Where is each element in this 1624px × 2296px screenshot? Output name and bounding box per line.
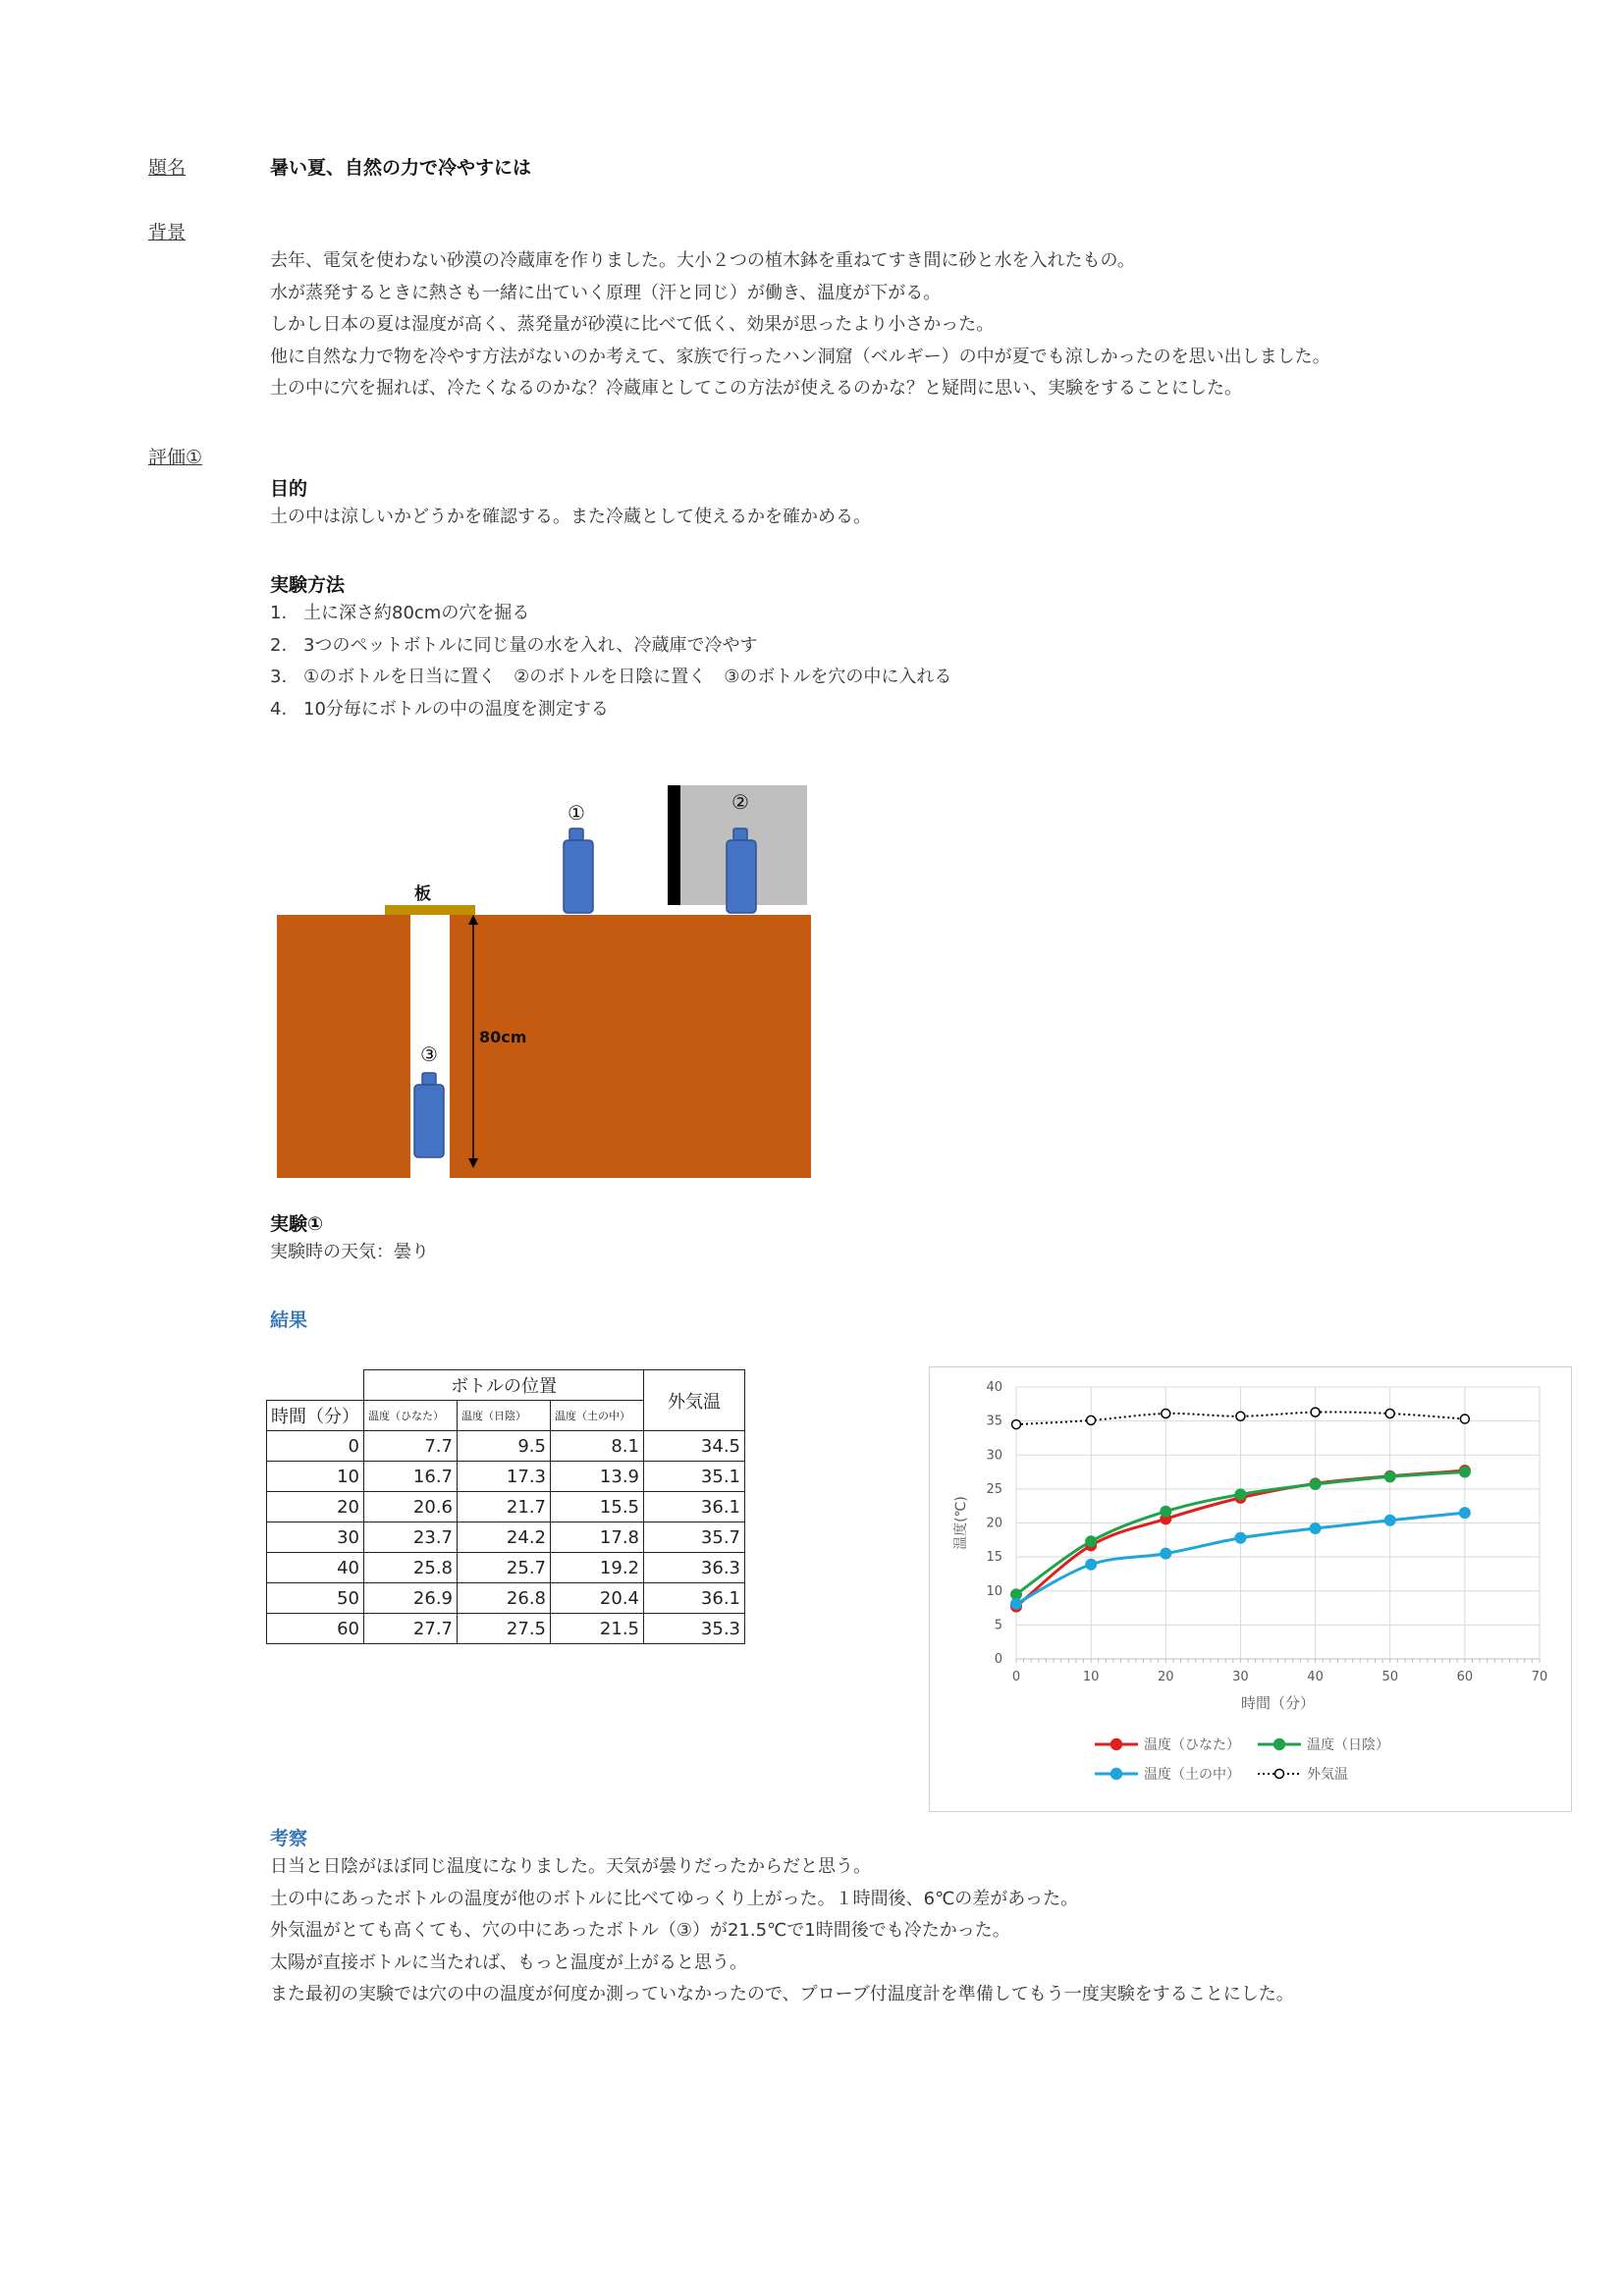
y-tick-label: 20	[986, 1516, 1002, 1531]
legend-label: 温度（土の中）	[1144, 1767, 1240, 1783]
background-line: 土の中に穴を掘れば、冷たくなるのかな？冷蔵庫としてこの方法が使えるのかな？と疑問に思い、実験をすることにした。	[270, 378, 1242, 399]
data-point	[1384, 1515, 1395, 1525]
data-point	[1086, 1536, 1097, 1547]
time-header: 時間（分）	[267, 1401, 364, 1431]
y-tick-label: 35	[986, 1414, 1002, 1429]
results-table	[266, 1369, 745, 1644]
evaluation-label: 評価①	[148, 447, 203, 468]
table-row: 40 25.8 25.7 19.2 36.3	[267, 1553, 745, 1583]
data-point	[1459, 1467, 1470, 1477]
outside-header: 外気温	[644, 1370, 745, 1431]
background-paragraph	[270, 245, 1330, 405]
shade-wall	[668, 785, 680, 905]
background-label: 背景	[148, 222, 187, 243]
x-tick-label: 20	[1158, 1670, 1174, 1684]
legend-label: 外気温	[1307, 1767, 1348, 1783]
method-step: 1. 土に深さ約80cmの穴を掘る	[270, 603, 530, 623]
col-sun-header: 温度（ひなた）	[364, 1401, 458, 1431]
data-point	[1236, 1412, 1245, 1420]
discussion-line: 日当と日陰がほぼ同じ温度になりました。天気が曇りだったからだと思う。	[270, 1856, 871, 1877]
y-tick-label: 0	[994, 1652, 1002, 1667]
data-point	[1459, 1508, 1470, 1519]
background-line: 他に自然な力で物を冷やす方法がないのか考えて、家族で行ったハン洞窟（ベルギー）の中が夏でも涼しかったのを思い出しました。	[270, 346, 1330, 367]
data-point	[1086, 1559, 1097, 1570]
discussion-paragraph	[270, 1851, 1294, 2011]
experiment-heading: 実験①	[270, 1213, 324, 1235]
data-point	[1087, 1415, 1096, 1424]
results-heading: 結果	[270, 1309, 308, 1331]
y-axis-title: 温度(℃)	[953, 1496, 969, 1550]
data-point	[1161, 1548, 1171, 1559]
bottle2-label: ②	[731, 790, 749, 814]
table-row: 50 26.9 26.8 20.4 36.1	[267, 1583, 745, 1614]
purpose-text: 土の中は涼しいかどうかを確認する。また冷蔵として使えるかを確かめる。	[270, 507, 871, 527]
bottle-sun	[564, 828, 593, 913]
data-point	[1162, 1410, 1170, 1418]
y-tick-label: 10	[986, 1583, 1002, 1599]
data-point	[1012, 1420, 1021, 1429]
bottle3-label: ③	[420, 1042, 438, 1066]
group-header: ボトルの位置	[364, 1370, 644, 1401]
discussion-line: 外気温がとても高くても、穴の中にあったボトル（③）が21.5℃で1時間後でも冷たかった。	[270, 1920, 1010, 1941]
legend-marker	[1274, 1739, 1285, 1750]
bottle-soil	[414, 1073, 444, 1157]
data-point	[1385, 1410, 1394, 1418]
method-step: 3. ①のボトルを日当に置く ②のボトルを日陰に置く ③のボトルを穴の中に入れる	[270, 667, 952, 687]
bottle1-label: ①	[568, 801, 585, 825]
x-tick-label: 0	[1011, 1670, 1021, 1684]
x-tick-label: 10	[1082, 1670, 1100, 1684]
discussion-line: 土の中にあったボトルの温度が他のボトルに比べてゆっくり上がった。１時間後、6℃の差があった。	[270, 1888, 1079, 1909]
board-label: 板	[414, 884, 431, 904]
method-steps	[270, 598, 951, 725]
y-tick-label: 30	[986, 1448, 1002, 1464]
data-point	[1310, 1479, 1321, 1490]
background-line: 水が蒸発するときに熱さも一緒に出ていく原理（汗と同じ）が働き、温度が下がる。	[270, 282, 942, 303]
depth-label: 80cm	[479, 1028, 527, 1046]
table-row: 60 27.7 27.5 21.5 35.3	[267, 1614, 745, 1644]
x-tick-label: 50	[1381, 1670, 1398, 1684]
y-tick-label: 5	[994, 1618, 1002, 1633]
legend-marker	[1111, 1769, 1122, 1780]
data-point	[1311, 1408, 1320, 1416]
background-line: 去年、電気を使わない砂漠の冷蔵庫を作りました。大小２つの植木鉢を重ねてすき間に砂と水を入れたもの。	[270, 250, 1135, 271]
title-label: 題名	[148, 157, 187, 179]
table-row: 20 20.6 21.7 15.5 36.1	[267, 1492, 745, 1522]
col-shade-header: 温度（日陰）	[458, 1401, 551, 1431]
bottle-shade	[727, 828, 756, 913]
table-header-row	[267, 1370, 745, 1401]
purpose-heading: 目的	[270, 478, 308, 500]
discussion-heading: 考察	[270, 1828, 308, 1849]
data-point	[1235, 1532, 1246, 1543]
legend-marker	[1275, 1770, 1284, 1779]
data-point	[1384, 1471, 1395, 1482]
discussion-line: 太陽が直接ボトルに当たれば、もっと温度が上がると思う。	[270, 1951, 747, 1973]
x-axis-title: 時間（分）	[1240, 1694, 1316, 1712]
table-row: 30 23.7 24.2 17.8 35.7	[267, 1522, 745, 1553]
legend-label: 温度（ひなた）	[1144, 1737, 1240, 1753]
background-line: しかし日本の夏は湿度が高く、蒸発量が砂漠に比べて低く、効果が思ったより小さかった。	[270, 314, 995, 335]
discussion-line: また最初の実験では穴の中の温度が何度か測っていなかったので、プローブ付温度計を準備してもう一度実験をすることにした。	[270, 1984, 1294, 2004]
document-title: 暑い夏、自然の力で冷やすには	[270, 157, 532, 179]
y-tick-label: 15	[986, 1550, 1002, 1566]
x-tick-label: 70	[1531, 1670, 1548, 1684]
board	[385, 905, 475, 915]
legend-marker	[1111, 1739, 1122, 1750]
x-tick-label: 40	[1307, 1670, 1324, 1684]
temperature-chart	[929, 1366, 1572, 1812]
weather-text: 実験時の天気：曇り	[270, 1242, 429, 1262]
method-heading: 実験方法	[270, 574, 346, 596]
data-point	[1161, 1506, 1171, 1517]
data-point	[1011, 1598, 1022, 1609]
data-point	[1235, 1489, 1246, 1500]
legend-label: 温度（日陰）	[1307, 1737, 1389, 1753]
table-row: 10 16.7 17.3 13.9 35.1	[267, 1462, 745, 1492]
method-step: 4. 10分毎にボトルの中の温度を測定する	[270, 698, 609, 720]
col-soil-header: 温度（土の中）	[551, 1401, 644, 1431]
experiment-diagram	[265, 775, 825, 1188]
y-tick-label: 25	[986, 1481, 1002, 1497]
soil-block	[277, 915, 811, 1178]
x-tick-label: 30	[1232, 1670, 1249, 1684]
chart-svg	[930, 1367, 1571, 1811]
y-tick-label: 40	[986, 1380, 1002, 1395]
data-point	[1310, 1523, 1321, 1534]
data-point	[1460, 1415, 1469, 1423]
method-step: 2. 3つのペットボトルに同じ量の水を入れ、冷蔵庫で冷やす	[270, 634, 758, 656]
x-tick-label: 60	[1456, 1670, 1474, 1684]
table-row: 0 7.7 9.5 8.1 34.5	[267, 1431, 745, 1462]
